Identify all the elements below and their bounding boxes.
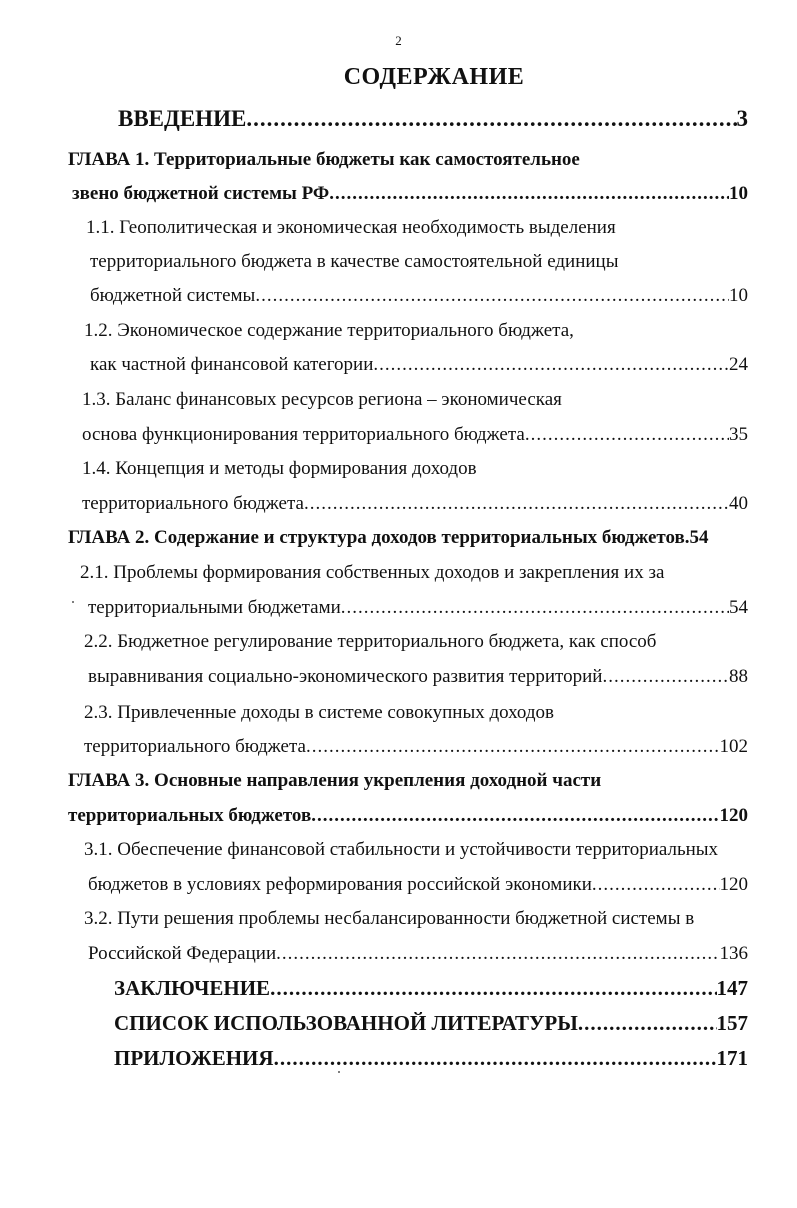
toc-entry-intro[interactable] — [118, 107, 748, 131]
toc-entry-chapter-1[interactable] — [72, 182, 748, 206]
toc-page-number: 24 — [729, 354, 748, 375]
section-1-3-line-1[interactable]: 1.3. Баланс финансовых ресурсов региона – экономическая — [82, 389, 562, 410]
toc-page-number: 40 — [729, 493, 748, 514]
section-1-1-line-2[interactable]: территориального бюджета в качестве самостоятельной единицы — [90, 251, 619, 272]
page-number: 2 — [395, 33, 402, 48]
toc-entry-text: ВВЕДЕНИЕ — [118, 106, 247, 131]
section-1-2-line-1[interactable]: 1.2. Экономическое содержание территориального бюджета, — [84, 320, 574, 341]
toc-entry-section-3-1[interactable] — [88, 873, 748, 897]
toc-entry-section-1-1[interactable] — [90, 284, 748, 308]
toc-entry-text: СПИСОК ИСПОЛЬЗОВАННОЙ ЛИТЕРАТУРЫ — [114, 1011, 578, 1035]
toc-page-number: 171 — [716, 1046, 748, 1070]
toc-entry-text: ПРИЛОЖЕНИЯ — [114, 1046, 274, 1070]
toc-page-number: 3 — [736, 106, 748, 131]
toc-page-number: 54 — [689, 527, 709, 548]
page-title: СОДЕРЖАНИЕ — [343, 64, 525, 90]
toc-entry-chapter-3[interactable] — [68, 804, 748, 828]
toc-entry-section-1-4[interactable] — [82, 492, 748, 516]
scan-speck — [338, 1071, 340, 1073]
toc-entry-appendices[interactable] — [114, 1046, 748, 1070]
toc-entry-text: звено бюджетной системы РФ — [72, 183, 330, 204]
chapter-3-heading[interactable]: ГЛАВА 3. Основные направления укрепления доходной части — [68, 770, 602, 791]
dot-leader — [255, 284, 729, 308]
section-1-4-line-1[interactable]: 1.4. Концепция и методы формирования доходов — [82, 458, 477, 479]
toc-page-number: 157 — [716, 1011, 748, 1035]
toc-entry-text: основа функционирования территориального бюджета — [82, 424, 525, 445]
dot-leader — [602, 665, 729, 689]
toc-entry-section-2-2[interactable] — [88, 665, 748, 689]
dot-leader — [311, 804, 719, 828]
dot-leader — [304, 492, 729, 516]
toc-entry-section-3-2[interactable] — [88, 942, 748, 966]
toc-entry-text: бюджетной системы — [90, 285, 256, 306]
toc-page-number: 35 — [729, 424, 748, 445]
toc-page-number: 10 — [729, 285, 748, 306]
dot-leader — [306, 735, 720, 759]
dot-leader — [270, 976, 716, 1000]
toc-page-number: 120 — [719, 805, 748, 826]
toc-entry-references[interactable] — [114, 1011, 748, 1035]
toc-page-number: 136 — [719, 943, 748, 964]
toc-page-number: 54 — [729, 597, 748, 618]
toc-page-number: 88 — [729, 666, 748, 687]
chapter-1-heading[interactable]: ГЛАВА 1. Территориальные бюджеты как самостоятельное — [68, 149, 580, 170]
section-3-2-line-1[interactable]: 3.2. Пути решения проблемы несбалансированности бюджетной системы в — [84, 908, 695, 929]
toc-entry-text: как частной финансовой категории — [90, 354, 374, 375]
toc-entry-section-2-3[interactable] — [84, 735, 748, 759]
dot-leader — [525, 423, 729, 447]
dot-leader — [274, 1046, 717, 1070]
toc-page-number: 10 — [729, 183, 748, 204]
section-1-1-line-1[interactable]: 1.1. Геополитическая и экономическая необходимость выделения — [86, 217, 616, 238]
section-3-1-line-1[interactable]: 3.1. Обеспечение финансовой стабильности и устойчивости территориальных — [84, 839, 719, 860]
dot-leader — [578, 1011, 717, 1035]
toc-entry-text: бюджетов в условиях реформирования российской экономики — [88, 874, 592, 895]
toc-entry-text: ЗАКЛЮЧЕНИЕ — [114, 976, 271, 1000]
toc-entry-conclusion[interactable] — [114, 976, 748, 1000]
toc-entry-text: выравнивания социально-экономического развития территорий — [88, 666, 603, 687]
dot-leader — [592, 873, 720, 897]
dot-leader — [329, 182, 729, 206]
toc-entry-text: территориального бюджета — [84, 736, 306, 757]
toc-entry-chapter-2[interactable] — [68, 526, 748, 550]
toc-entry-text: Российской Федерации — [88, 943, 277, 964]
toc-entry-text: территориальными бюджетами — [88, 597, 341, 618]
scan-speck — [72, 601, 74, 603]
toc-page-number: 120 — [719, 874, 748, 895]
dot-leader — [341, 596, 729, 620]
toc-page-number: 102 — [719, 736, 748, 757]
toc-entry-section-1-2[interactable] — [90, 353, 748, 377]
dot-leader — [246, 107, 736, 131]
section-2-1-line-1[interactable]: 2.1. Проблемы формирования собственных доходов и закрепления их за — [80, 562, 665, 583]
toc-entry-text: территориальных бюджетов — [68, 805, 312, 826]
toc-entry-section-2-1[interactable] — [88, 596, 748, 620]
toc-entry-section-1-3[interactable] — [82, 423, 748, 447]
section-2-2-line-1[interactable]: 2.2. Бюджетное регулирование территориального бюджета, как способ — [84, 631, 657, 652]
section-2-3-line-1[interactable]: 2.3. Привлеченные доходы в системе совокупных доходов — [84, 702, 555, 723]
dot-leader — [373, 353, 729, 377]
dot-leader — [276, 942, 719, 966]
toc-entry-text: территориального бюджета — [82, 493, 304, 514]
toc-entry-text: ГЛАВА 2. Содержание и структура доходов территориальных бюджетов. — [68, 527, 690, 548]
toc-page-number: 147 — [716, 976, 748, 1000]
